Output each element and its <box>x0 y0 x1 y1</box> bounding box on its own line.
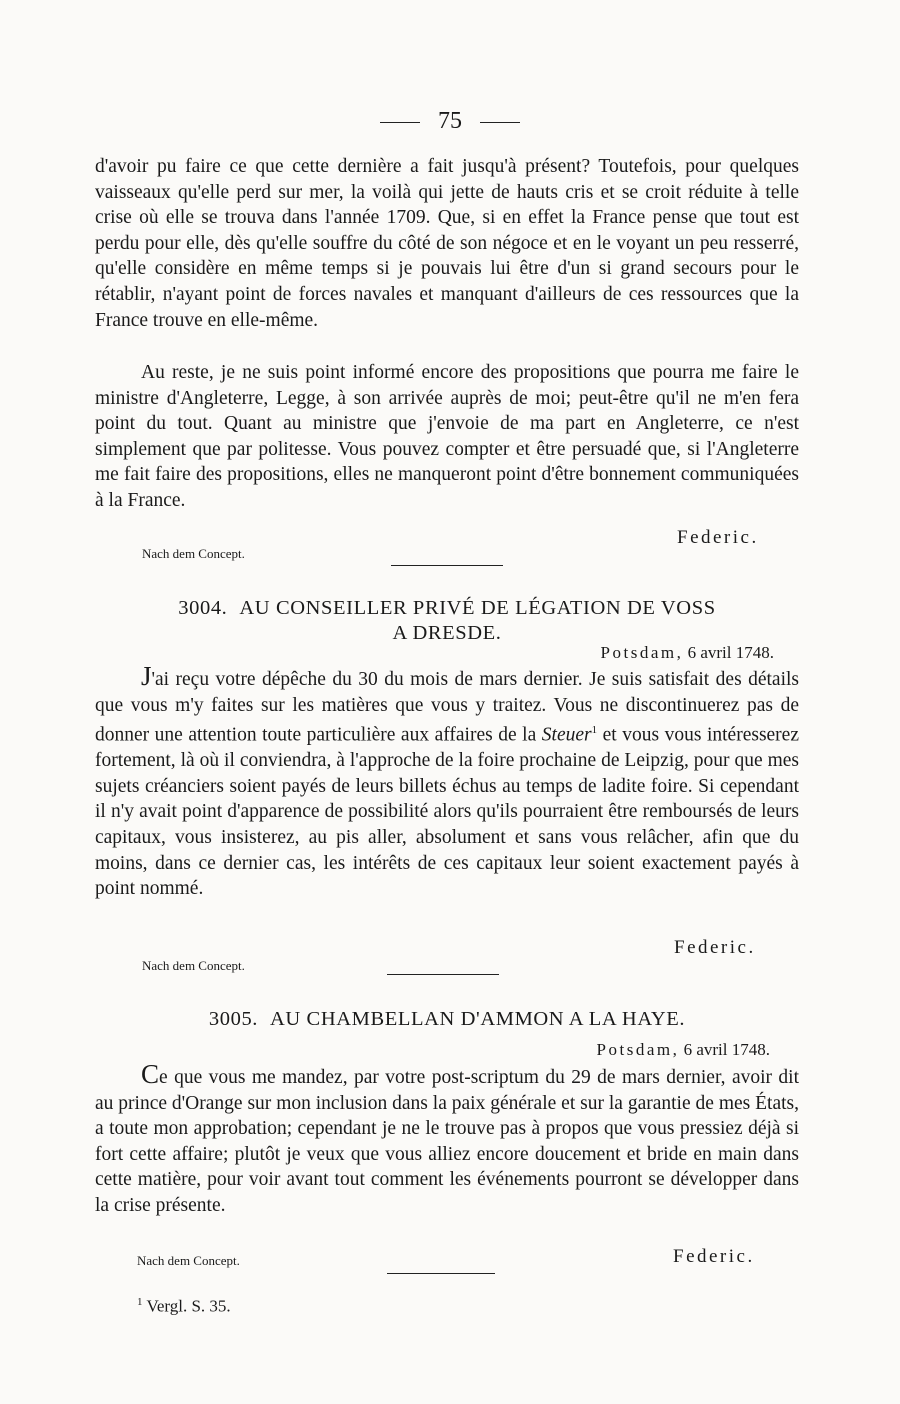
footnote-text: Vergl. S. 35. <box>142 1296 231 1316</box>
letter-3004-source-note: Nach dem Concept. <box>142 958 245 973</box>
footnote <box>137 1296 231 1317</box>
letter-3004-body-b: et vous vous intéresserez fortement, là où il conviendra, à l'approche de la foire prochaine de Leipzig, pour que mes sujets créanciers soient payés de leurs billets échus au temps de ladite foire. Si cependant il n'y avait point d'apparence de possibilité alors qu'ils pourraient être remboursés de leurs capitaux, vous insisterez, au pis aller, absolument et sans vous relâcher, afin que du moins, dans ce dernier cas, les intérêts de ces capitaux leur soient exactement payés à point nommé. <box>95 724 799 900</box>
letter-3004-title-line1: AU CONSEILLER PRIVÉ DE LÉGATION DE VOSS <box>239 597 716 619</box>
letter-3005-number: 3005. <box>208 1008 259 1030</box>
intro-source-note: Nach dem Concept. <box>142 546 245 561</box>
letter-3004-body <box>95 661 799 902</box>
letter-3005-signature: Federic. <box>673 1246 755 1267</box>
letter-3004-title-line2: A DRESDE. <box>392 622 502 644</box>
letter-3005-heading <box>95 1007 799 1032</box>
letter-3005-date: 6 avril 1748. <box>683 1040 770 1059</box>
page-number: 75 <box>438 108 462 134</box>
footnote-mark: 1 <box>137 1296 143 1308</box>
intro-paragraph-1: d'avoir pu faire ce que cette dernière a fait jusqu'à présent? Toutefois, pour quelques vaisseaux qu'elle perd sur mer, la voilà qui jette de hauts cris et se croit réduite à telle crise où elle se trouva dans l'année 1709. Que, si en effet la France pense que tout est perdu pour elle, dès qu'elle souffre du côté de son négoce et en le voyant un peu resserré, qu'elle considère en même temps si je pouvais lui être d'un si grand secours pour le rétablir, n'ayant point de forces navales et manquant d'ailleurs de ces ressources que la France trouve en elle-même. <box>95 156 799 331</box>
letter-3005-title-line1: AU CHAMBELLAN D'AMMON A LA HAYE. <box>270 1008 686 1030</box>
letter-3005-body-text: e que vous me mandez, par votre post-scriptum du 29 de mars dernier, avoir dit au prince d'Orange sur mon inclusion dans la paix générale et sur la garantie de mes États, a toute mon approbation; cependant je ne le trouve pas à propos que vous pressiez déjà si fort cette affaire; plutôt je veux que vous alliez encore doucement et bride en main dans cette matière, pour voir avant tout comment les événements pourront se développer dans la crise présente. <box>95 1067 799 1216</box>
letter-3005-body <box>95 1059 799 1219</box>
intro-paragraph-2: Au reste, je ne suis point informé encore des propositions que pourra me faire le ministre d'Angleterre, Legge, à son arrivée auprès de moi; peut-être qu'il ne m'en fera point du tout. Quant au ministre que j'envoie de ma part en Angleterre, ce n'est simplement que par politesse. Vous pouvez compter et être persuadé que, si l'Angleterre me fait faire des propositions, elles ne manqueront point d'être bonnement communiquées à la France. <box>95 362 799 511</box>
intro-signature: Federic. <box>677 527 759 548</box>
letter-3004-number: 3004. <box>178 597 228 619</box>
letter-3005-source-note: Nach dem Concept. <box>137 1253 240 1268</box>
letter-3004-date: 6 avril 1748. <box>687 643 774 662</box>
letter-3005-dateline <box>597 1040 770 1060</box>
letter-3004-heading <box>95 596 799 646</box>
header-dash-right <box>480 122 520 123</box>
letter-3004-place: Potsdam, <box>600 643 684 662</box>
page-header <box>0 108 900 135</box>
letter-3005-place: Potsdam, <box>596 1040 680 1059</box>
footnote-ref[interactable]: 1 <box>591 724 598 737</box>
letter-3004-body-a: 'ai reçu votre dépêche du 30 du mois de mars dernier. Je suis satisfait des détails que vous m'y faites sur les matières que vous y traitez. Vous ne discontinuerez pas de donner une attention toute particulière aux affaires de la <box>95 669 799 746</box>
letter-3004-dropcap: J <box>141 661 152 691</box>
letter-3004-dateline <box>601 643 774 663</box>
section-rule <box>387 974 499 975</box>
letter-3004-signature: Federic. <box>674 937 756 958</box>
header-dash-left <box>380 122 420 123</box>
section-rule <box>387 1273 495 1274</box>
section-rule <box>391 565 503 566</box>
letter-3004-emph: Steuer <box>541 724 592 746</box>
letter-3005-dropcap: C <box>141 1059 160 1089</box>
